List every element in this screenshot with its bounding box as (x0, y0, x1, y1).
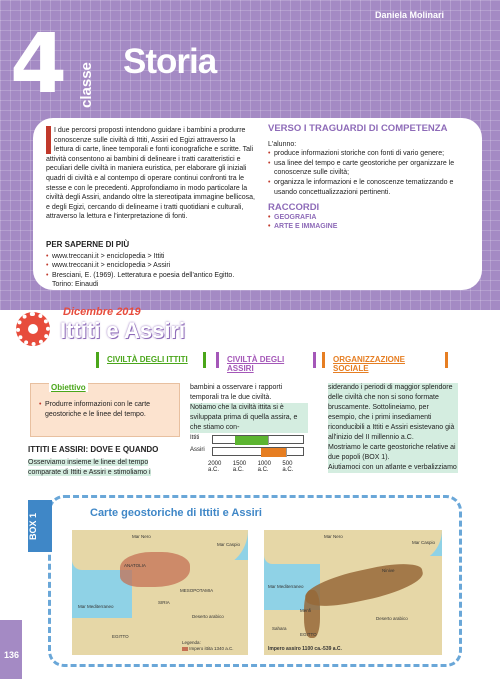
section-date: Dicembre 2019 (63, 306, 141, 318)
map-label: Mar Nero (324, 534, 343, 539)
raccordo-item: • GEOGRAFIA (268, 213, 478, 223)
map-label: Mar Mediterraneo (78, 604, 114, 609)
body-text: Mostriamo le carte geostoriche relative ai due popoli (BOX 1). (328, 443, 458, 463)
body-text: bambini a osservare i rapporti temporali tra le due civiltà. (190, 384, 283, 401)
traguardo-item: • usa linee del tempo e carte geostoriche per organizzare le conoscenze sulle civiltà; (268, 159, 478, 178)
per-saperne-section (46, 240, 256, 290)
map-caption: Impero assiro 1100 ca.-539 a.C. (268, 646, 342, 652)
body-column-3 (328, 383, 458, 473)
map-label: SIRIA (158, 600, 170, 605)
timeline-tick: 500 a.C. (282, 461, 294, 473)
map-assiri (264, 530, 442, 655)
legend-swatch (182, 647, 188, 651)
timeline-row-assiri (212, 447, 304, 456)
subject-title: Storia (123, 42, 217, 81)
gear-icon (16, 312, 50, 346)
map-label: ANATOLIA (124, 563, 146, 568)
body-column-1 (28, 445, 178, 478)
timeline-row-label: Assiri (190, 447, 205, 453)
per-saperne-heading: PER SAPERNE DI PIÙ (46, 240, 130, 249)
timeline-row-ittiti (212, 435, 304, 444)
traguardi-heading: VERSO I TRAGUARDI DI COMPETENZA (268, 123, 448, 134)
legend-text: Impero ittita 1340 a.C. (189, 646, 234, 651)
timeline-row-label: Ittiti (190, 435, 200, 441)
reference-link[interactable]: • www.treccani.it > enciclopedia > Assiri (46, 261, 256, 271)
map-label: MESOPOTAMIA (180, 588, 214, 593)
assyrian-empire-area (304, 590, 320, 638)
timeline-tick: 2000 a.C. (208, 461, 222, 473)
tab-civilta-ittiti[interactable]: CIVILTÀ DEGLI ITTITI (96, 352, 206, 368)
obiettivo-text: • Produrre informazioni con le carte geostoriche e le linee del tempo. (45, 400, 175, 419)
author-name: Daniela Molinari (374, 10, 444, 20)
map-label: EGITTO (300, 632, 317, 637)
map-label: EGITTO (112, 634, 129, 639)
body-text: Notiamo che la civiltà ittita si è sviluppata prima di quella assira, e che stiamo con- (190, 403, 308, 433)
body-text: Osserviamo insieme le linee del tempo comparate di Ittiti e Assiri e stimoliamo i (28, 459, 151, 476)
page-number: 136 (4, 650, 20, 660)
section-title: Ittiti e Assiri (60, 318, 186, 343)
tab-civilta-assiri[interactable]: CIVILTÀ DEGLI ASSIRI (216, 352, 316, 368)
body-column-2 (190, 383, 308, 433)
map-ittiti (72, 530, 248, 655)
map-label: Deserto arabico (376, 616, 408, 621)
map-label: Menfi (300, 608, 312, 613)
dropcap-bar (46, 126, 51, 154)
map-label: Mar Mediterraneo (268, 584, 304, 589)
timeline-tick: 1000 a.C. (257, 461, 271, 473)
map-land (72, 618, 142, 655)
intro-paragraph: I due percorsi proposti intendono guidare i bambini a produrre conoscenze sulle civiltà di Ittiti, Assiri ed Egizi attraverso la lettura di carte, linee temporali e fonti iconografiche e scritte. Tali attività consentono ai bambini di delineare i tratti caratteristici e peculiari delle civiltà in maniera euristica, per elaborare gli iniziali quadri di civiltà e al contempo di operare continui confronti tra le stesse e con le precedenti. Approfondiamo in modo particolare la civiltà degli Assiri, andando oltre la stereotipata immagine bellicosa, e degli Egizi, cercando di delinearne i tratti quotidiani e culturali, attraverso la lettura e l'interpretazione di fonti. (46, 127, 255, 221)
traguardo-item: • produce informazioni storiche con fonti di vario genere; (268, 149, 478, 159)
map-legend-title: Legenda: (182, 640, 201, 645)
raccordo-item: • ARTE E IMMAGINE (268, 222, 478, 232)
box-title: Carte geostoriche di Ittiti e Assiri (90, 507, 262, 519)
page-number-tab (0, 620, 22, 679)
grade-number: 4 (10, 17, 68, 112)
timeline-tick: 1500 a.C. (232, 461, 247, 473)
map-label: Mar Nero (132, 534, 151, 539)
intro-text (46, 126, 256, 222)
topic-tabs (96, 352, 486, 372)
map-label: Deserto arabico (192, 614, 224, 619)
map-label: Sahara (272, 626, 287, 631)
reference-item: • Bresciani, E. (1969). Letteratura e poesia dell'antico Egitto. Torino: Einaudi (46, 271, 256, 290)
map-label: Mar Caspio (412, 540, 436, 545)
tab-organizzazione-sociale[interactable]: ORGANIZZAZIONE SOCIALE (322, 352, 448, 368)
obiettivo-box (30, 383, 180, 437)
raccordi-heading: RACCORDI (268, 202, 320, 214)
timeline-chart (190, 433, 308, 475)
map-label: Ninive (382, 568, 395, 573)
map-label: Mar Caspio (217, 542, 241, 547)
hittite-empire-area (120, 552, 190, 587)
body-heading: ITTITI E ASSIRI: DOVE E QUANDO (28, 445, 159, 454)
body-text: siderando i periodi di maggior splendore delle civiltà che non si sono formate bruscamente. Sottolineiamo, per esempio, che i primi insediamenti riconducibili a Ittiti e Assiri esistevano già all'inizio del II millennio a.C. (328, 383, 458, 443)
grade-word: classe (78, 62, 95, 108)
traguardi-section (268, 124, 478, 232)
box-tag: BOX 1 (28, 500, 52, 552)
traguardo-item: • organizza le informazioni e le conoscenze tematizzando e usando concettualizzazioni pertinenti. (268, 178, 478, 197)
map-legend (182, 646, 234, 651)
traguardi-intro: L'alunno: (268, 140, 297, 148)
body-text: Aiutiamoci con un atlante e verbalizziamo (328, 464, 457, 471)
reference-link[interactable]: • www.treccani.it > enciclopedia > Ittiti (46, 252, 256, 262)
obiettivo-label: Obiettivo (51, 383, 86, 392)
timeline-ticks (190, 461, 308, 473)
